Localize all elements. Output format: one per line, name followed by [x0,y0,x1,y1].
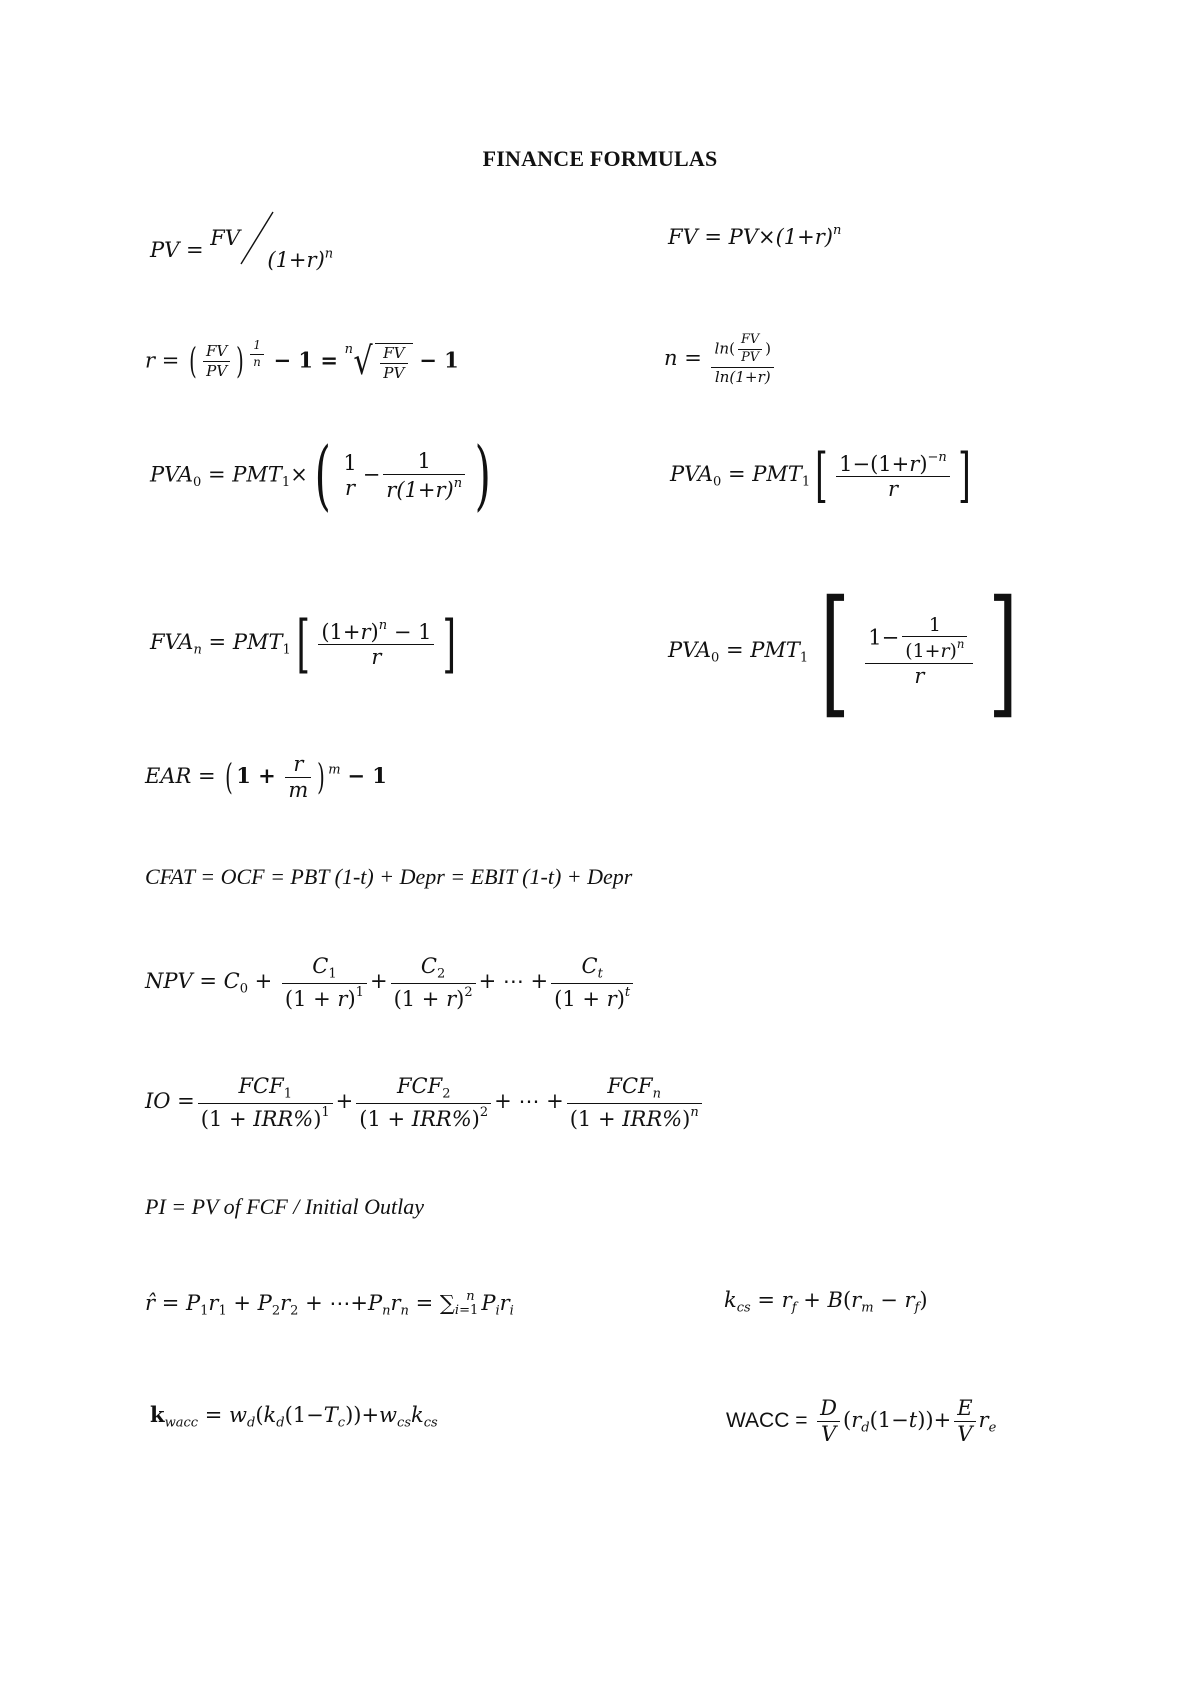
formula-pv-lump-sum: PV = FV $(1+r)^n$ [150,218,333,278]
formula-kwacc: $k_{wacc} = w_d(k_d(1-T_c))+w_{cs}k_{cs}$ [150,1402,438,1431]
formula-fva: $FVA_n = PMT_1$[ $\frac{(1+r)^n - 1}{r}$ ] [150,607,457,680]
formula-cfat: CFAT = OCF = PBT (1-t) + Depr = EBIT (1-t) + Depr [145,864,633,889]
page-title: FINANCE FORMULAS [482,146,718,171]
formula-expected-return: r̂ = $P_1r_1 + P_2r_2$ + $\cdots+P_nr_n = \sum_{i=1}^n$ $P_ir_i$ [145,1289,514,1319]
formula-periods: n = ln( $\frac{FV}{PV}$ ) ln(1+r) [664,334,777,385]
formula-ear: EAR = ( 1 + $\frac{r}{m}$ ) $^m$ − 1 [145,752,387,802]
formula-pi: PI = PV of FCF / Initial Outlay [145,1194,425,1219]
formula-npv: NPV = $C_0$ + $\frac{C_1}{(1 + r)^1}$ + $\frac{C_2}{(1 + r)^2}$ + ⋯ + $\frac{C_t}{(1 + r)^t}$ [145,956,636,1009]
formula-rate: r = ( $\frac{FV}{PV}$ ) $^{\frac{1}{n}}$ − 1 = n √ $\frac{FV}{PV}$ − 1 [145,338,459,383]
formula-pva-3: $PVA_0 = PMT_1$[ 1− $\frac{1}{(1+r)^n}$ r ] [668,570,1019,732]
formula-pva-1: $PVA_0 = PMT_1\times$( 1 r − $\frac{1}{r(1+r)^n}$ ) [150,431,491,519]
formula-fv-lump-sum: FV = $PV\times(1+r)^n$ [668,223,842,249]
formula-wacc: WACC = $\frac{D}{V}$ $(r_d(1-t))+$ $\frac{E}{V}$ $r_e$ [726,1396,997,1446]
formula-irr: IO = $\frac{FCF_1}{(1 + IRR\%)^1}$ + $\frac{FCF_2}{(1 + IRR\%)^2}$ + ⋯ + $\frac{FCF_n}{(1 + IRR\%)^n}$ [145,1076,705,1129]
formula-capm: $k_{cs} = r_f + B(r_m - r_f)$ [724,1288,928,1316]
formula-pva-2: $PVA_0 = PMT_1$[ $\frac{1-(1+r)^{-n}}{r}$ ] [670,440,971,509]
